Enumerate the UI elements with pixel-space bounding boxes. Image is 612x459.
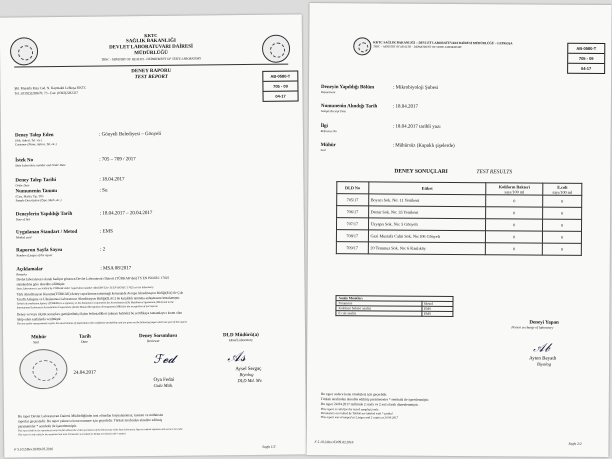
accreditation-code-box [262, 70, 298, 101]
footer-line-en: This report is only valid for the mentioned test item. Parameters accredited by Türkak are labeled with * symbol. [18, 432, 127, 437]
table-row: Parametre Metod [336, 301, 453, 307]
remark-line: standardına göre akredite edilmiştir. [16, 281, 66, 287]
head-name: Aysel Sergaç [235, 366, 262, 373]
accreditation-no: AB-0580-T [263, 71, 297, 81]
remark-line: takip eden sayfalarda verilmiştir. [16, 316, 62, 322]
remark-line-en: State Laboratory is accredited by TÜRKAK under registration number AB-0580-T for TS EN ISO/IEC 17025 as test laboratory. [16, 285, 154, 291]
col-label: Etiket [368, 182, 486, 195]
reviewer-name: Oya Fedai [153, 377, 175, 384]
page2-header-line-en: TRNC – MINISTRY OF HEALTH – DEPARTMENT OF STATE LABORATORY [373, 45, 462, 50]
table-row: 707/17 Üzyaprı Sok. No: 5 Gönyeli 0 0 [336, 218, 581, 232]
field-label: İlgi [320, 124, 328, 130]
field-label: Uygulanan Standart / Metod [15, 229, 78, 236]
footer-line: Türkak tarafından akredite edilmiş parametreler * sembolü ile işaretlenmiştir. [320, 397, 430, 402]
field-label: Mühür [320, 143, 336, 149]
field-sub: Remarks [16, 272, 27, 277]
header-dept: MÜDÜRLÜĞÜ [134, 50, 168, 57]
accreditation-code-box [567, 43, 605, 74]
field-sub: Sample Receipt Date [320, 109, 347, 114]
field-value-request-no: : 705 – 709 / 2017 [99, 157, 136, 163]
sig-seal-label: Mühür [31, 335, 47, 341]
footer-line-en: This report shall not be reproduced except in full without the written permission of the Directorate of the State Laboratory. Reports without signature and seal are not valid. [18, 427, 183, 433]
field-sub: Method used [15, 235, 32, 240]
table-row: 708/17 Gazi Mustafa Cahit Sok. No:106 Gönyeli 0 0 [336, 230, 581, 244]
page2-header-line: KKTC SAĞLIK BAKANLIĞI – DEVLET LABORATUVARI DAİRESİ MÜDÜRLÜĞÜ – LEFKOŞA [373, 40, 513, 46]
remark-line: Deney ve/veya ölçüm sonuçları, genişletilmiş ölçüm belirsizlikleri (olması halinde) bu sertifikaya tamamlayıcı kısmı olan [16, 310, 182, 317]
field-sub: Department [320, 90, 336, 95]
signer-signature: 𝒜𝒷 [533, 340, 550, 355]
table-row: 706/17 Demir Sok. No: 35 Yenikent 0 0 [337, 206, 582, 220]
field-sub: Order Date [15, 183, 30, 188]
table-row: 705/17 Boyacı Sok. No: 11 Yenikent 0 0 [337, 194, 582, 208]
field-en: Customer (Name, Adress, Tel. etc.) [15, 142, 57, 147]
sig-date-label: Tarih [79, 334, 91, 340]
field-value-receipt-date: : 18.04.2017 [392, 104, 419, 110]
field-en: Sample Description (Type, Mark, etc.) [15, 197, 62, 203]
report-page-1 [0, 14, 306, 457]
field-sub: (Adı, Adresi, Tel. v.b.) [14, 138, 42, 143]
remark-line: Türk Akreditasyon Kurumu(TÜRKAK) deney raporlarının tanınmağı konusunda Avrupa Akreditasyon Birliği(EA) ile Çok [16, 290, 184, 297]
remark-line-en: The test and/or measurement results, the uncertainties (if applicable) with confidence probability and are given on the following pages which are part of this report. [16, 320, 188, 326]
remark-line-en: Turkish Accreditation Agency (TÜRKAK) is a signatory to the European Co-operation for Accreditation (EA) Multilateral Agreement (MLA) and to the [16, 300, 174, 306]
field-label: Deneyin Yapıldığı Bölüm [320, 85, 375, 91]
field-label: Deneylerin Yapıldığı Tarih [15, 211, 73, 218]
table-row: Koliform bakteri analizi EMS [336, 306, 453, 312]
field-sub: (Cins, Marka, Tip, TO) [15, 194, 44, 199]
field-value-pages: : 2 [100, 247, 106, 253]
sig-reviewer-label: Deney Sorumlusu [139, 333, 178, 340]
sig-head-label-en: Head Laboratory [229, 337, 253, 343]
results-title: DENEY SONUÇLARI [394, 168, 448, 175]
footer-line-en: This report was arranged as 2 pages and 2 copies at 24.04.2017 [320, 415, 399, 420]
field-label: Deney Talep Eden [14, 133, 54, 139]
field-label: Numunenin Tanımı [15, 189, 58, 195]
remark-line: Taraflı Anlaşma ve Uluslararası Laboratuvar Akreditasyon Birliği(ILAC) ile karşılıklı tanınma anlaşmasını imzalamıştır. [16, 295, 181, 302]
sig-date-value: 24.04.2017 [73, 370, 96, 376]
head-signature: 𝒜𝓈 [227, 349, 246, 366]
remark-line-en: International Laboratory Accreditation Cooperation (ILAC) Mutual Recognition Arrangement (MRA) for the recognition of test reports. [16, 304, 159, 310]
report-title: DENEY RAPORU [131, 68, 172, 75]
header-ministry: SAĞLIK BAKANLIĞI [126, 38, 176, 45]
remark-line: Devlet laboratuvarı olarak faaliyet gösteren Devlet Laboratuvarı Dairesi (TÜRKAK'dan) TS EN ISO/IEC 17025 [16, 275, 170, 282]
field-label: Raporun Sayfa Sayısı [16, 247, 63, 254]
results-table [336, 181, 583, 256]
field-value-seal: : Mühürsüz (Kapaklı şişelerde) [392, 143, 455, 149]
field-value-reference: : 18.04.2017 tarihli yazı [392, 124, 441, 130]
date-code: 04-17 [275, 93, 286, 99]
field-sub: Date of Test [15, 217, 31, 222]
col-coliform: Koliform Bakteri sayı/100 ml [486, 183, 543, 195]
field-sub: State Laboratory number and Order Date [15, 162, 66, 168]
field-label: Deney Talep Tarihi [15, 178, 57, 184]
sig-date-label-en: Date [81, 339, 88, 344]
signer-title: Biyolog [537, 361, 552, 367]
table-row: E.coli analizi EMS [336, 311, 453, 317]
table-row: 709/17 20 Temmuz Sok. No: 6 Kanlıköy 0 0 [336, 242, 581, 256]
sig-seal-label-en: Seal [33, 340, 39, 345]
footer-line: Bu rapor 24.04.2017 tarihinde 2 sayfa ve 2 asıl olarak düzenlenmiştir. [320, 402, 419, 407]
col-dld-no: DLD No [337, 182, 369, 194]
doc-code: F 5.10.2/Rev.03/09.03.2016 [314, 439, 354, 445]
signer-name: Ayten Beyath [529, 356, 557, 362]
request-no-code: 705 - 09 [263, 81, 297, 91]
doc-code: F 5.10.2/Rev.03/09.03.2016 [14, 447, 54, 452]
footer-line-en: Parameters accredited by Türkak are labeled with * symbol. [320, 411, 394, 416]
field-sub: Reference No [320, 129, 337, 134]
method-table-title: Analiz Metotları [336, 296, 453, 302]
header-lab: DEVLET LABORATUVARI DAİRESİ [109, 44, 194, 51]
signer-role-en: Person in charge of laboratory [511, 325, 554, 330]
report-page-2 [306, 3, 611, 457]
date-code: 04-17 [580, 65, 592, 71]
sig-reviewer-label-en: Reviewer [147, 338, 160, 344]
reviewer-title: Gıda Müh. [153, 382, 174, 389]
field-value-method: : EMS [99, 229, 113, 235]
field-value-remarks: : MSA 08/2017 [100, 266, 132, 272]
field-value-sample: : Su [99, 188, 108, 194]
sig-head-label: DLD Müdürü(a) [223, 332, 259, 339]
header-address: Şht. Mustafa Rıza Cad. N. Kaymaklı Lefkoşa KKTC [14, 85, 87, 91]
method-table [335, 295, 453, 317]
field-sub: Number of pages of the report [16, 253, 53, 258]
header-en-line: TRNC - MINISTRY OF HEALTH - DEPARTMENT OF STATE LABORATORY [101, 56, 201, 62]
page-number: Sayfa 2/2 [568, 441, 582, 446]
field-value-test-date: : 18.04.2017 – 20.04.2017 [99, 211, 153, 217]
field-sub: Seal [320, 148, 326, 153]
footer-line: raporlar geçersizdir. Bu rapor yalnızca konu numune için geçerlidir. Türkak tarafından akredite edilmiş [17, 417, 163, 424]
header-phone: Tel.: (0392)2283670, 73 - Fax: (0392)2282337 [14, 90, 79, 96]
head-title: Biyolog [239, 371, 254, 378]
field-label: Numunenin Alındığı Tarih [320, 104, 378, 110]
field-label: İstek No [15, 158, 34, 164]
results-title-en: TEST RESULTS [476, 169, 513, 176]
head-title-2: DLD Md. Mv. [237, 377, 263, 384]
footer-line: Bu rapor sadece konu örnek(ler) için geçerlidir. [320, 392, 388, 397]
official-stamp [19, 349, 67, 390]
reviewer-signature: ℱ𝓮𝓭 [153, 351, 176, 367]
report-title-en: TEST REPORT [134, 74, 168, 81]
signer-role: Deneyi Yapan [529, 320, 559, 326]
field-value-department: : Mikrobiyoloji Şubesi [392, 85, 439, 91]
accreditation-no: AB-0580-T [568, 44, 604, 54]
footer-line: Bu rapor Devlet Laboratuvarı Dairesi Müdürlüğünün izni olmadan kopyalanamaz, kısmen ve mühürsüz [17, 412, 164, 419]
ministry-emblem [353, 37, 371, 55]
field-value-customer: : Gönyeli Belediyesi – Gönyeli [98, 131, 162, 138]
col-ecoli: E.coli sayı/100 ml [543, 183, 582, 195]
field-label: Açıklamalar [16, 267, 44, 273]
footer-line: parametreler * sembolü ile işaretlenmiştir. [17, 423, 78, 429]
request-no-code: 705 - 09 [568, 54, 604, 64]
footer-line-en: This report is valid for the tested sample(s) only. [320, 407, 379, 412]
field-value-order-date: : 18.04.2017 [99, 177, 125, 183]
header-org: KKTC [144, 32, 158, 39]
header-divider [14, 64, 288, 68]
page-number: Sayfa 1/2 [262, 444, 276, 449]
